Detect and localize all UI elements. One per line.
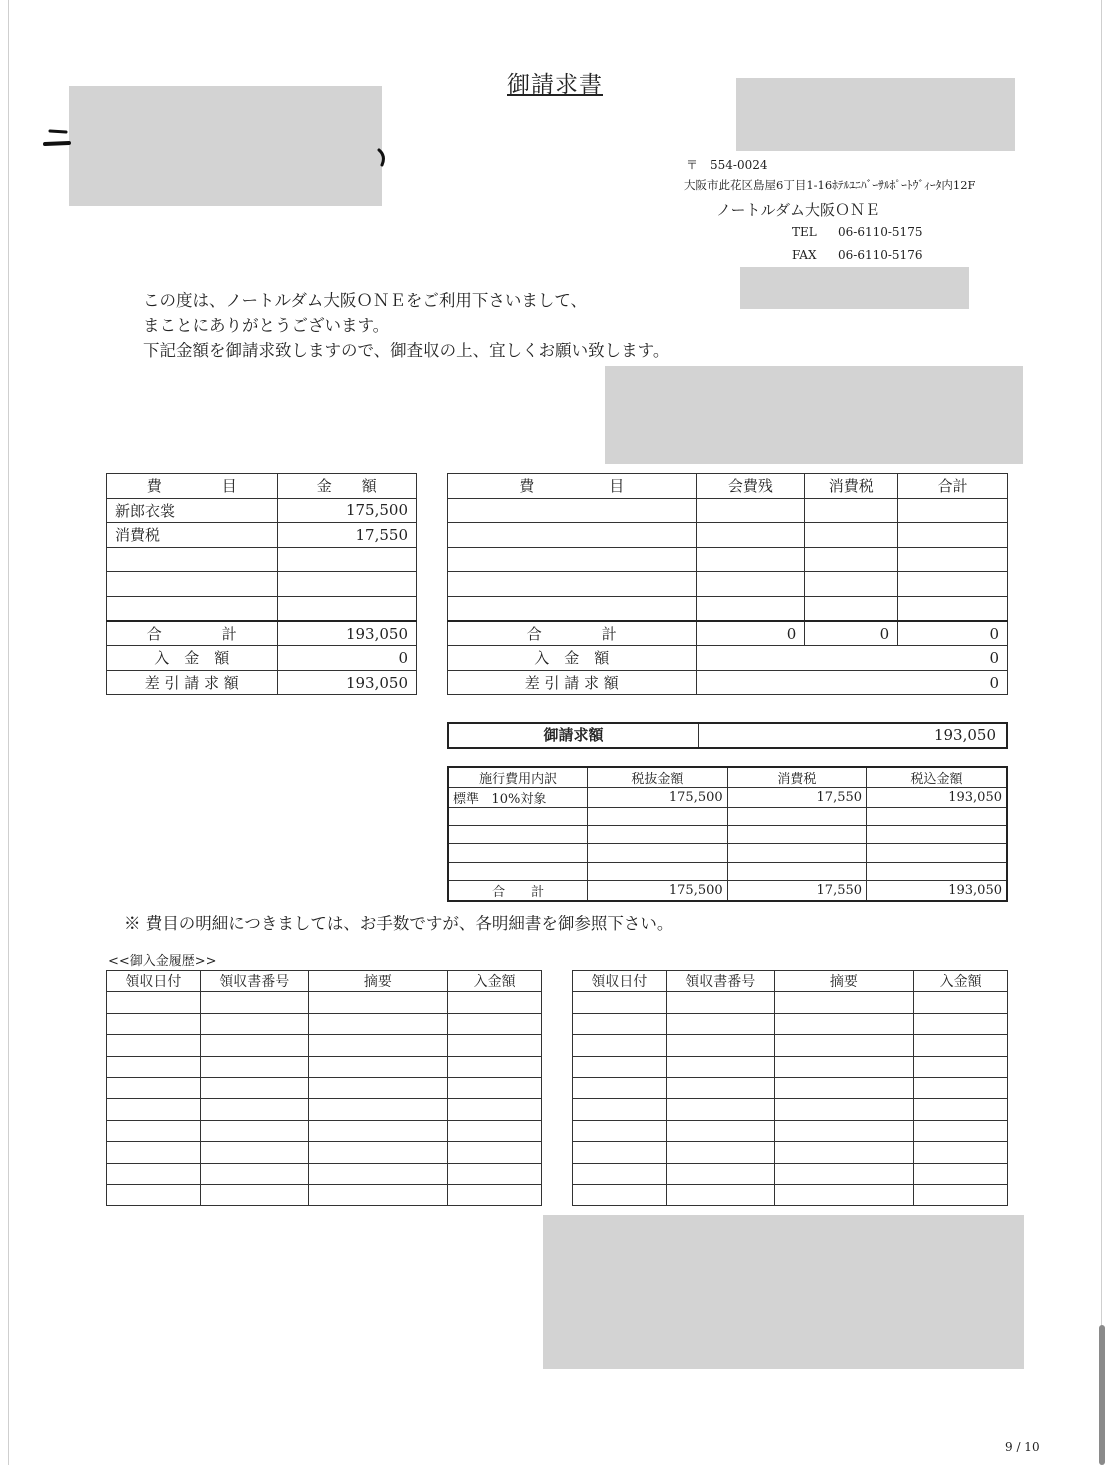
- paid-label: 入 金 額: [107, 646, 278, 671]
- table-row: [107, 992, 542, 1013]
- issuer-tel: 06-6110-5175: [838, 225, 923, 239]
- table-row: [107, 1035, 542, 1056]
- header-excl: 税抜金額: [588, 767, 727, 788]
- issuer-name: ノートルダム大阪ＯＮＥ: [716, 201, 880, 219]
- greeting-line: まことにありがとうございます。: [143, 316, 390, 335]
- tax-cell: 17,550: [727, 788, 866, 808]
- table-row: [448, 547, 1008, 572]
- table-row: [448, 596, 1008, 621]
- paid-value: 0: [696, 646, 1007, 671]
- table-row: [448, 808, 1007, 826]
- table-row: [107, 1077, 542, 1098]
- header-receipt-date: 領収日付: [107, 971, 201, 992]
- balance-value: 193,050: [277, 670, 417, 695]
- table-row: [573, 1035, 1008, 1056]
- table-row: [107, 1056, 542, 1077]
- header-receipt-date: 領収日付: [573, 971, 667, 992]
- table-row: [107, 1120, 542, 1141]
- issuer-fax: 06-6110-5176: [838, 248, 923, 262]
- table-row: [107, 1163, 542, 1184]
- total-label: 合 計: [107, 621, 278, 646]
- total-tax: 0: [805, 621, 898, 646]
- item-cell: 新郎衣裳: [107, 498, 278, 523]
- issuer-tel-label: TEL: [792, 225, 817, 239]
- total-sum: 0: [898, 621, 1008, 646]
- item-cell: [107, 572, 278, 597]
- header-fee: 会費残: [696, 474, 805, 499]
- issuer-address: 大阪市此花区島屋6丁目1-16ﾎﾃﾙﾕﾆﾊﾞｰｻﾙﾎﾟｰﾄｳﾞｨｰﾀ内12F: [684, 178, 976, 192]
- header-payment-amount: 入金額: [448, 971, 542, 992]
- table-row: [448, 788, 1007, 808]
- category-cell: [448, 788, 588, 808]
- payment-history-table-right: [572, 970, 1008, 1206]
- balance-value: 0: [696, 670, 1007, 695]
- amount-cell: 17,550: [277, 523, 417, 548]
- greeting-line: 下記金額を御請求致しますので、御査収の上、宜しくお願い致します。: [143, 341, 670, 360]
- invoice-total-value: 193,050: [933, 726, 996, 744]
- breakdown-total-label: 合 計: [448, 880, 588, 901]
- amount-cell: [277, 572, 417, 597]
- header-sum: 合計: [898, 474, 1008, 499]
- header-category: 施行費用内訳: [448, 767, 588, 788]
- invoice-total-label: 御請求額: [449, 724, 699, 747]
- table-row: [107, 1142, 542, 1163]
- total-fee: 0: [696, 621, 805, 646]
- handwriting-mark: [40, 120, 400, 170]
- membership-table: [447, 473, 1008, 695]
- table-row: [573, 1013, 1008, 1034]
- table-row: [448, 498, 1008, 523]
- table-row: [448, 844, 1007, 862]
- invoice-total: [447, 722, 1008, 749]
- table-row: [107, 498, 417, 523]
- table-row: [573, 1077, 1008, 1098]
- item-cell: 消費税: [107, 523, 278, 548]
- table-row: [448, 826, 1007, 844]
- header-receipt-number: 領収書番号: [666, 971, 774, 992]
- amount-cell: 175,500: [277, 498, 417, 523]
- table-row: [107, 1099, 542, 1120]
- table-row: [448, 862, 1007, 880]
- table-row: [448, 523, 1008, 548]
- page-indicator: 9 / 10: [1005, 1440, 1040, 1454]
- category-name: 標準: [453, 792, 480, 807]
- redaction-stamp-top: [736, 78, 1015, 151]
- table-row: [107, 572, 417, 597]
- table-row: [107, 596, 417, 621]
- breakdown-table: [447, 766, 1008, 902]
- issuer-postal: 〒 554-0024: [686, 158, 768, 172]
- amount-cell: [277, 596, 417, 621]
- scrollbar-thumb[interactable]: [1099, 1325, 1105, 1465]
- redaction-info: [605, 366, 1023, 464]
- header-tax: 消費税: [805, 474, 898, 499]
- item-cell: [107, 547, 278, 572]
- amount-cell: [277, 547, 417, 572]
- redaction-stamp-mid: [740, 267, 969, 309]
- table-row: [573, 1120, 1008, 1141]
- greeting: [143, 288, 669, 363]
- total-label: 合 計: [448, 621, 697, 646]
- paid-label: 入 金 額: [448, 646, 697, 671]
- table-row: [448, 572, 1008, 597]
- greeting-line: この度は、ノートルダム大阪ＯＮＥをご利用下さいまして、: [143, 291, 588, 310]
- payment-history-title: <<御入金履歴>>: [108, 954, 217, 969]
- paid-value: 0: [277, 646, 417, 671]
- tax-rate: 10%対象: [491, 792, 547, 807]
- balance-label: 差 引 請 求 額: [448, 670, 697, 695]
- header-item: 費 目: [448, 474, 697, 499]
- item-cell: [107, 596, 278, 621]
- table-row: [573, 1099, 1008, 1120]
- header-description: 摘要: [308, 971, 447, 992]
- payment-history-table-left: [106, 970, 542, 1206]
- table-row: [573, 1142, 1008, 1163]
- table-row: [573, 1056, 1008, 1077]
- header-amount: 金 額: [277, 474, 417, 499]
- table-row: [573, 1163, 1008, 1184]
- table-row: [107, 1184, 542, 1205]
- header-receipt-number: 領収書番号: [200, 971, 308, 992]
- detail-note: ※ 費目の明細につきましては、お手数ですが、各明細書を御参照下さい。: [124, 914, 674, 933]
- header-incl: 税込金額: [867, 767, 1007, 788]
- charges-table: [106, 473, 417, 695]
- breakdown-total-tax: 17,550: [727, 880, 866, 901]
- table-row: [107, 1013, 542, 1034]
- header-payment-amount: 入金額: [914, 971, 1008, 992]
- document-title: 御請求書: [507, 72, 603, 98]
- table-row: [107, 547, 417, 572]
- table-row: [573, 992, 1008, 1013]
- breakdown-total-incl: 193,050: [867, 880, 1007, 901]
- breakdown-total-excl: 175,500: [588, 880, 727, 901]
- header-description: 摘要: [774, 971, 913, 992]
- table-row: [107, 523, 417, 548]
- issuer-fax-label: FAX: [792, 248, 817, 262]
- total-value: 193,050: [277, 621, 417, 646]
- table-row: [573, 1184, 1008, 1205]
- redaction-bottom: [543, 1215, 1024, 1369]
- incl-cell: 193,050: [867, 788, 1007, 808]
- header-tax: 消費税: [727, 767, 866, 788]
- header-item: 費 目: [107, 474, 278, 499]
- balance-label: 差 引 請 求 額: [107, 670, 278, 695]
- excl-cell: 175,500: [588, 788, 727, 808]
